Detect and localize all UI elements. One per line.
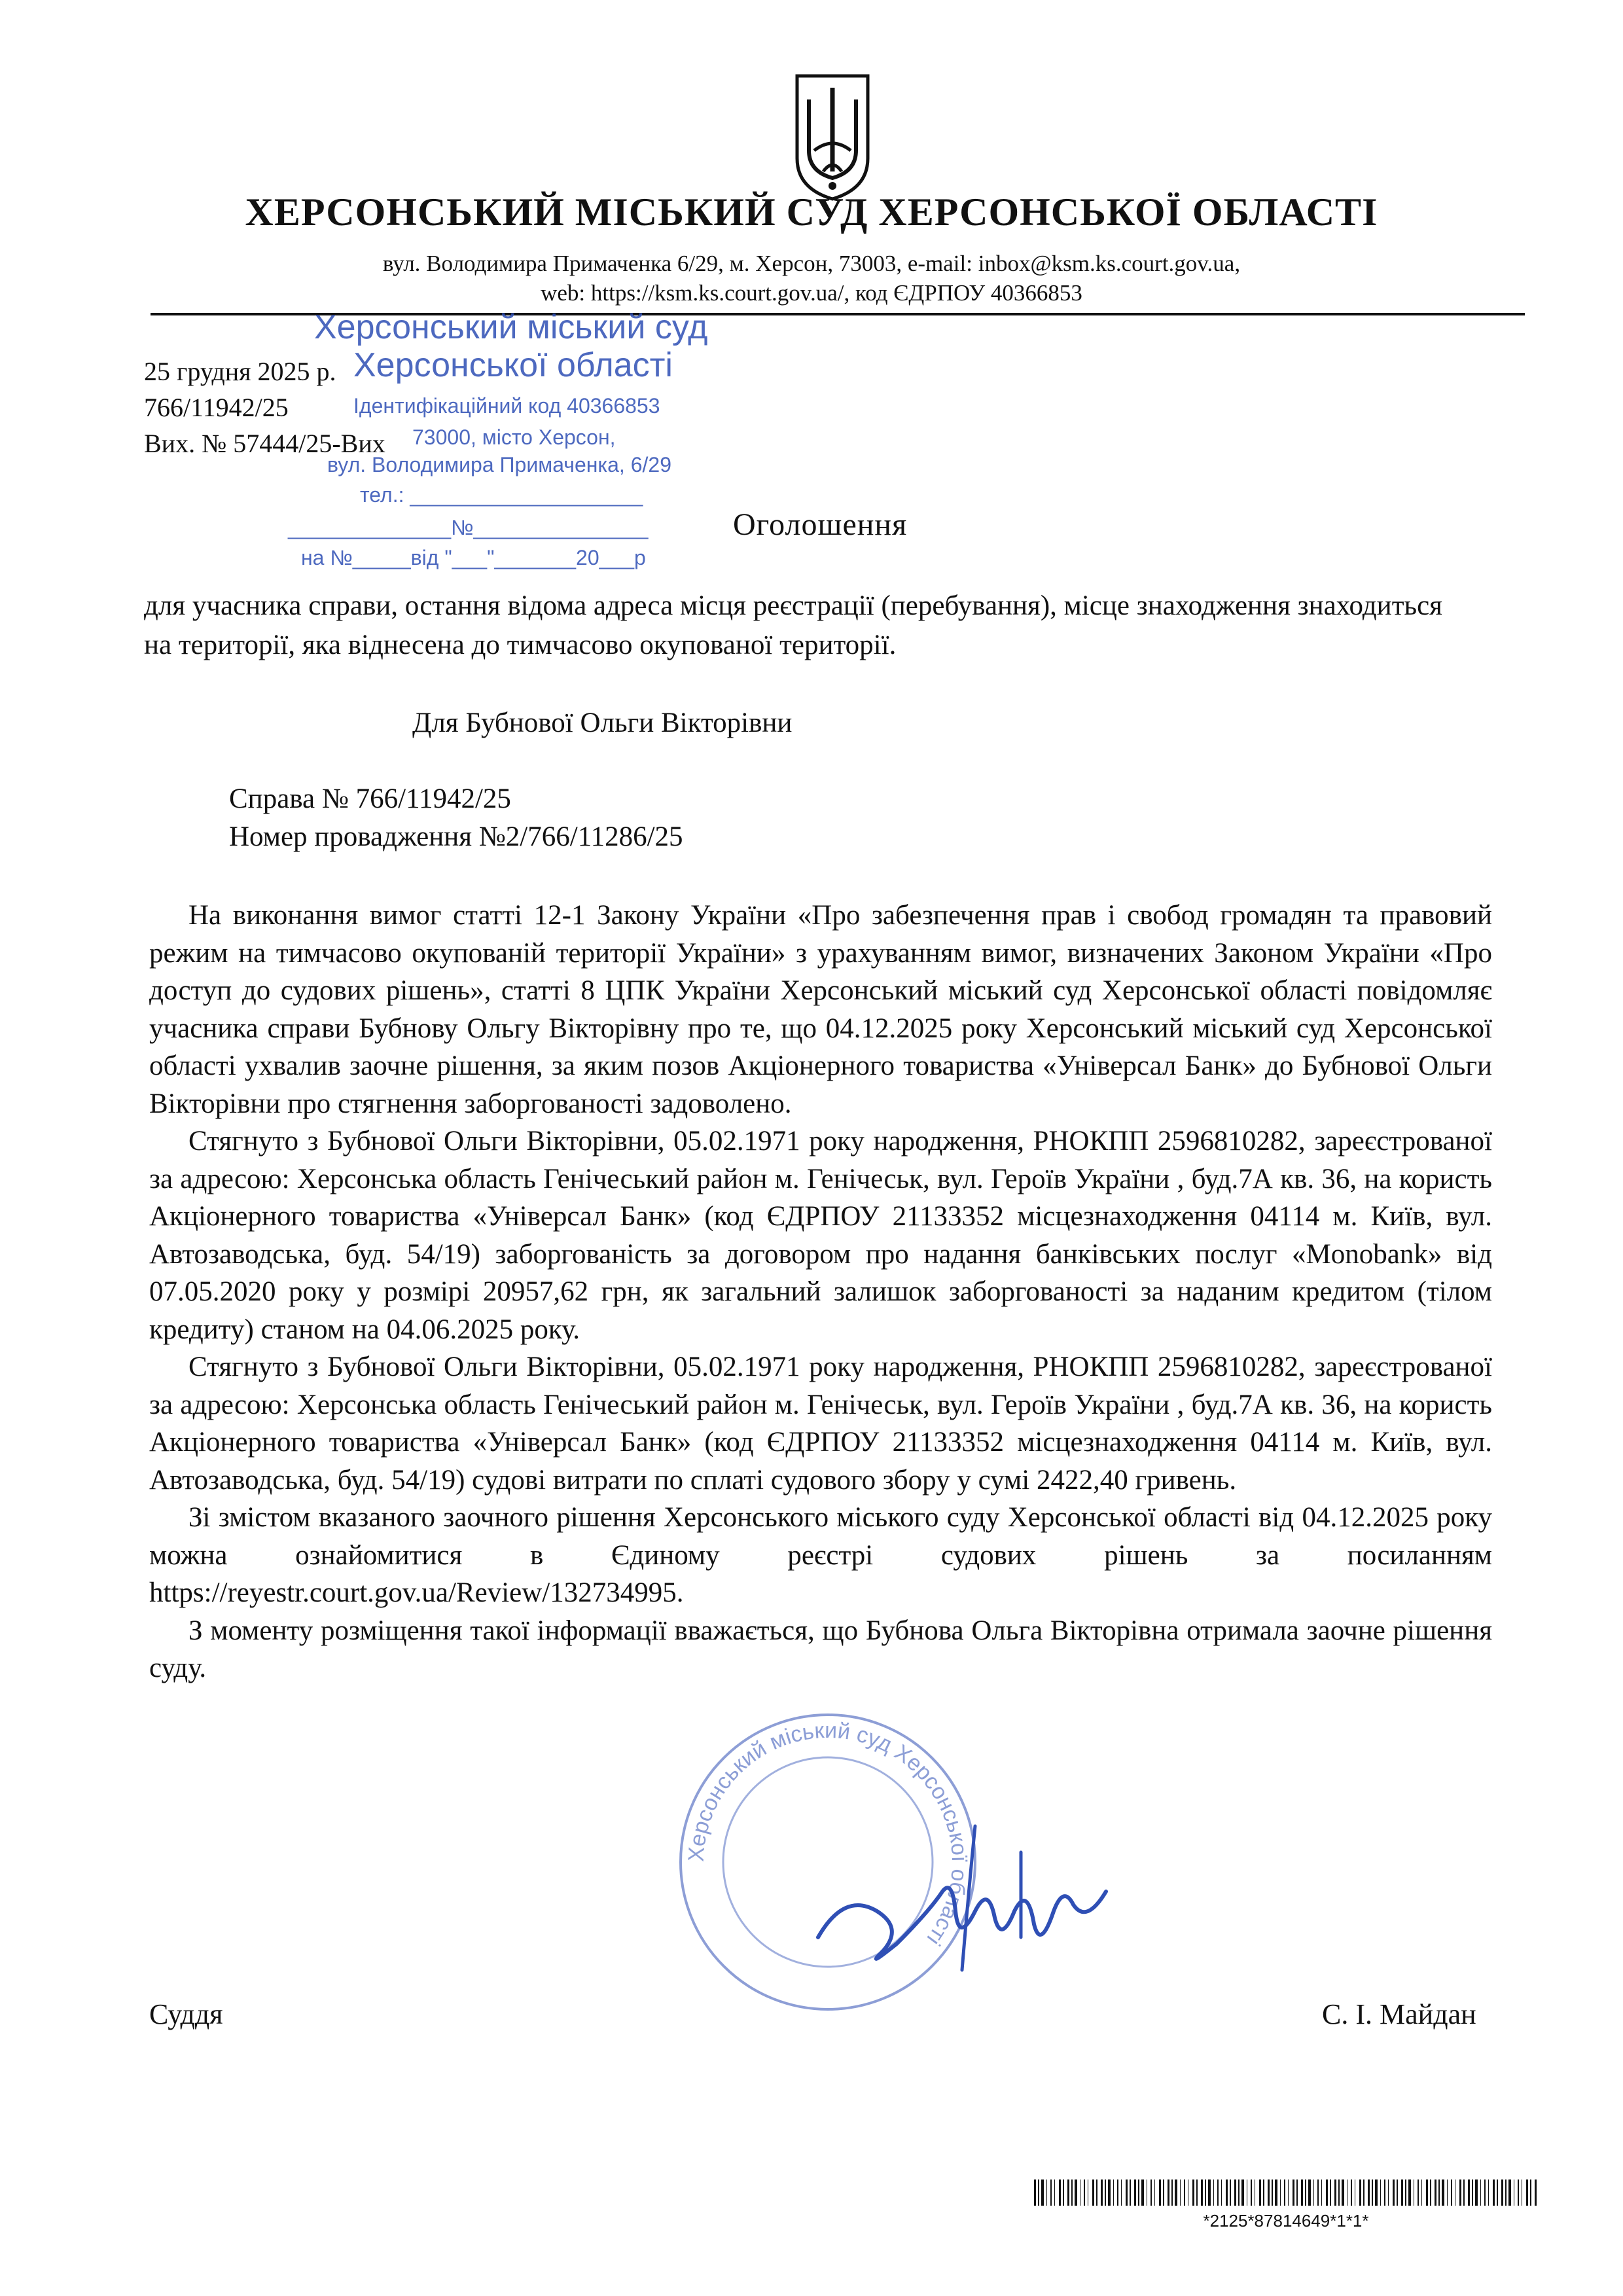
- barcode-bar: [1375, 2179, 1378, 2206]
- barcode-bar: [1208, 2179, 1211, 2206]
- stamp-line: ______________№_______________: [288, 516, 649, 539]
- court-title: ХЕРСОНСЬКИЙ МІСЬКИЙ СУД ХЕРСОНСЬКОЇ ОБЛАСТІ: [245, 190, 1378, 234]
- barcode-bar: [1180, 2179, 1181, 2206]
- barcode-bar: [1130, 2179, 1131, 2206]
- court-registry-stamp: [288, 308, 759, 583]
- document-barcode: [1034, 2179, 1538, 2206]
- stamp-line: Херсонський міський суд: [314, 308, 708, 346]
- barcode-bar: [1301, 2179, 1303, 2206]
- barcode-bar: [1259, 2179, 1261, 2206]
- barcode-bar: [1034, 2179, 1036, 2206]
- judge-role: Суддя: [149, 1998, 223, 2030]
- document-date: 25 грудня 2025 р.: [144, 357, 336, 386]
- barcode-bar: [1459, 2179, 1461, 2206]
- barcode-bar: [1113, 2179, 1114, 2206]
- barcode-bar: [1192, 2179, 1194, 2206]
- judge-name: С. І. Майдан: [1322, 1998, 1476, 2030]
- barcode-bar: [1442, 2179, 1444, 2206]
- barcode-bar: [1475, 2179, 1478, 2206]
- announcement-title: Оголошення: [733, 507, 908, 542]
- barcode-bar: [1046, 2179, 1047, 2206]
- court-address: [0, 249, 1623, 308]
- barcode-bar: [1038, 2179, 1039, 2206]
- barcode-bar: [1368, 2179, 1370, 2206]
- barcode-bar: [1075, 2179, 1077, 2206]
- barcode-bar: [1126, 2179, 1128, 2206]
- barcode-bar: [1138, 2179, 1139, 2206]
- barcode-bar: [1163, 2179, 1164, 2206]
- barcode-bar: [1268, 2179, 1270, 2206]
- stamp-line: 73000, місто Херсон,: [412, 425, 616, 449]
- barcode-bar: [1154, 2179, 1155, 2206]
- barcode-bar: [1518, 2179, 1519, 2206]
- barcode-bar: [1397, 2179, 1398, 2206]
- body-paragraph: На виконання вимог статті 12-1 Закону України «Про забезпечення прав і свобод громадян та правовий режим на тимчасово окупованій території України» з урахуванням вимог, визначених Законом України «Про доступ до судових рішень», статті 8 ЦПК України Херсонський міський суд Херсонської області повідомляє учасника справи Бубнову Ольгу Вікторівну про те, що 04.12.2025 року Херсонський міський суд Херсонської області ухвалив заочне рішення, за яким позов Акціонерного товариства «Універсал Банк» до Бубнової Ольги Вікторівни про стягнення заборгованості задоволено.: [149, 900, 1492, 1119]
- barcode-bar: [1421, 2179, 1422, 2206]
- barcode-bar: [1493, 2179, 1495, 2206]
- barcode-bar: [1408, 2179, 1411, 2206]
- barcode-bar: [1317, 2179, 1319, 2206]
- barcode-bar: [1272, 2179, 1273, 2206]
- recipient-line: Для Бубнової Ольги Вікторівни: [412, 708, 793, 738]
- barcode-bar: [1159, 2179, 1161, 2206]
- barcode-bar: [1435, 2179, 1436, 2206]
- barcode-bar: [1071, 2179, 1073, 2206]
- barcode-number: *2125*87814649*1*1*: [1203, 2211, 1369, 2231]
- barcode-bar: [1497, 2179, 1498, 2206]
- barcode-bar: [1108, 2179, 1111, 2206]
- barcode-bar: [1092, 2179, 1094, 2206]
- stamp-line: вул. Володимира Примаченка, 6/29: [327, 453, 671, 476]
- barcode-bar: [1472, 2179, 1473, 2206]
- barcode-bar: [1342, 2179, 1344, 2206]
- barcode-bar: [1238, 2179, 1240, 2206]
- barcode-bar: [1393, 2179, 1395, 2206]
- proceeding-number: Номер провадження №2/766/11286/25: [229, 821, 683, 852]
- barcode-bar: [1380, 2179, 1381, 2206]
- barcode-bar: [1226, 2179, 1228, 2206]
- barcode-bar: [1530, 2179, 1531, 2206]
- barcode-bar: [1418, 2179, 1419, 2206]
- barcode-bar: [1401, 2179, 1403, 2206]
- barcode-bar: [1526, 2179, 1528, 2206]
- barcode-bar: [1447, 2179, 1448, 2206]
- barcode-bar: [1063, 2179, 1064, 2206]
- barcode-bar: [1359, 2179, 1361, 2206]
- barcode-bar: [1484, 2179, 1486, 2206]
- barcode-bar: [1054, 2179, 1055, 2206]
- barcode-bar: [1084, 2179, 1085, 2206]
- barcode-bar: [1313, 2179, 1314, 2206]
- barcode-bar: [1168, 2179, 1169, 2206]
- coat-of-arms-emblem: [794, 73, 870, 202]
- barcode-bar: [1141, 2179, 1144, 2206]
- barcode-bar: [1405, 2179, 1406, 2206]
- barcode-bar: [1535, 2179, 1537, 2206]
- barcode-bar: [1334, 2179, 1336, 2206]
- barcode-bar: [1288, 2179, 1289, 2206]
- barcode-bar: [1284, 2179, 1285, 2206]
- barcode-bar: [1338, 2179, 1340, 2206]
- barcode-bar: [1480, 2179, 1481, 2206]
- barcode-bar: [1105, 2179, 1106, 2206]
- stamp-line: Херсонської області: [353, 346, 673, 384]
- barcode-bar: [1296, 2179, 1298, 2206]
- barcode-bar: [1351, 2179, 1352, 2206]
- barcode-bar: [1067, 2179, 1069, 2206]
- barcode-bar: [1221, 2179, 1222, 2206]
- case-info: [229, 780, 683, 856]
- barcode-bar: [1217, 2179, 1219, 2206]
- barcode-bar: [1121, 2179, 1122, 2206]
- barcode-bar: [1175, 2179, 1177, 2206]
- announcement-body: [149, 897, 1492, 1687]
- barcode-bar: [1488, 2179, 1489, 2206]
- case-reference: 766/11942/25: [144, 393, 289, 422]
- judge-signature: [805, 1813, 1119, 1983]
- stamp-line: на №_____від "___"_______20___р: [301, 546, 646, 569]
- stamp-line: тел.: ____________________: [360, 483, 643, 507]
- barcode-bar: [1430, 2179, 1431, 2206]
- barcode-bar: [1059, 2179, 1061, 2206]
- body-paragraph: З моменту розміщення такої інформації вважається, що Бубнова Ольга Вікторівна отримала заочне рішення суду.: [149, 1615, 1492, 1683]
- barcode-bar: [1263, 2179, 1264, 2206]
- barcode-bar: [1171, 2179, 1173, 2206]
- body-paragraph: Стягнуто з Бубнової Ольги Вікторівни, 05.02.1971 року народження, РНОКПП 2596810282, зареєстрованої за адресою: Херсонська область Генічеський район м. Генічеськ, вул. Героїв України , буд.7А кв. 36, на користь Акціонерного товариства «Універсал Банк» (код ЄДРПОУ 21133352 місцезнаходження 04114 м. Київ, вул. Автозаводська, буд. 54/19) судові витрати по сплаті судового збору у сумі 2422,40 гривень.: [149, 1352, 1492, 1496]
- barcode-bar: [1463, 2179, 1465, 2206]
- barcode-bar: [1184, 2179, 1185, 2206]
- barcode-bar: [1330, 2179, 1331, 2206]
- barcode-bar: [1293, 2179, 1294, 2206]
- barcode-bar: [1234, 2179, 1236, 2206]
- barcode-bar: [1134, 2179, 1136, 2206]
- outgoing-number: Вих. № 57444/25-Вих: [144, 429, 385, 458]
- stamp-line: Ідентифікаційний код 40366853: [353, 394, 660, 418]
- barcode-bar: [1213, 2179, 1214, 2206]
- barcode-bar: [1205, 2179, 1206, 2206]
- barcode-bar: [1101, 2179, 1103, 2206]
- barcode-bar: [1505, 2179, 1507, 2206]
- barcode-bar: [1230, 2179, 1231, 2206]
- court-address-line-1: вул. Володимира Примаченка 6/29, м. Херсон, 73003, e-mail: inbox@ksm.ks.court.gov.ua,: [382, 251, 1241, 276]
- court-address-line-2: web: https://ksm.ks.court.gov.ua/, код ЄДРПОУ 40366853: [541, 280, 1082, 306]
- barcode-bar: [1388, 2179, 1389, 2206]
- case-number: Справа № 766/11942/25: [229, 783, 511, 814]
- barcode-bar: [1305, 2179, 1306, 2206]
- barcode-bar: [1426, 2179, 1428, 2206]
- barcode-bar: [1321, 2179, 1322, 2206]
- body-paragraph: Зі змістом вказаного заочного рішення Херсонського міського суду Херсонської області від 04.12.2025 року можна ознайомитися в Єдиному реєстрі судових рішень за посиланням https://reyestr.court.gov.ua/Review/132734995.: [149, 1502, 1492, 1608]
- barcode-bar: [1241, 2179, 1244, 2206]
- barcode-bar: [1451, 2179, 1452, 2206]
- barcode-bar: [1041, 2179, 1044, 2206]
- barcode-bar: [1438, 2179, 1440, 2206]
- barcode-bar: [1308, 2179, 1311, 2206]
- barcode-bar: [1096, 2179, 1097, 2206]
- barcode-bar: [1363, 2179, 1364, 2206]
- announcement-intro: для учасника справи, остання відома адреса місця реєстрації (перебування), місце знаходження знаходиться на території, яка віднесена до тимчасово окупованої території.: [144, 590, 1442, 660]
- barcode-bar: [1372, 2179, 1373, 2206]
- barcode-bar: [1384, 2179, 1385, 2206]
- barcode-bar: [1251, 2179, 1252, 2206]
- seal-text: Херсонський міський суд Херсонської області: [683, 1717, 972, 1950]
- barcode-bar: [1150, 2179, 1152, 2206]
- barcode-bar: [1326, 2179, 1328, 2206]
- barcode-bar: [1468, 2179, 1470, 2206]
- barcode-bar: [1508, 2179, 1511, 2206]
- body-paragraph: Стягнуто з Бубнової Ольги Вікторівни, 05.02.1971 року народження, РНОКПП 2596810282, зареєстрованої за адресою: Херсонська область Генічеський район м. Генічеськ, вул. Героїв України , буд.7А кв. 36, на користь Акціонерного товариства «Універсал Банк» (код ЄДРПОУ 21133352 місцезнаходження 04114 м. Київ, вул. Автозаводська, буд. 54/19) заборгованість за договором про надання банківських послуг «Monobank» від 07.05.2020 року у розмірі 20957,62 грн, як загальний залишок заборгованості за наданим кредитом (тілом кредиту) станом на 04.06.2025 року.: [149, 1126, 1492, 1345]
- barcode-bar: [1050, 2179, 1052, 2206]
- barcode-bar: [1501, 2179, 1503, 2206]
- barcode-bar: [1275, 2179, 1277, 2206]
- barcode-bar: [1196, 2179, 1198, 2206]
- barcode-bar: [1201, 2179, 1203, 2206]
- barcode-bar: [1280, 2179, 1281, 2206]
- barcode-bar: [1117, 2179, 1118, 2206]
